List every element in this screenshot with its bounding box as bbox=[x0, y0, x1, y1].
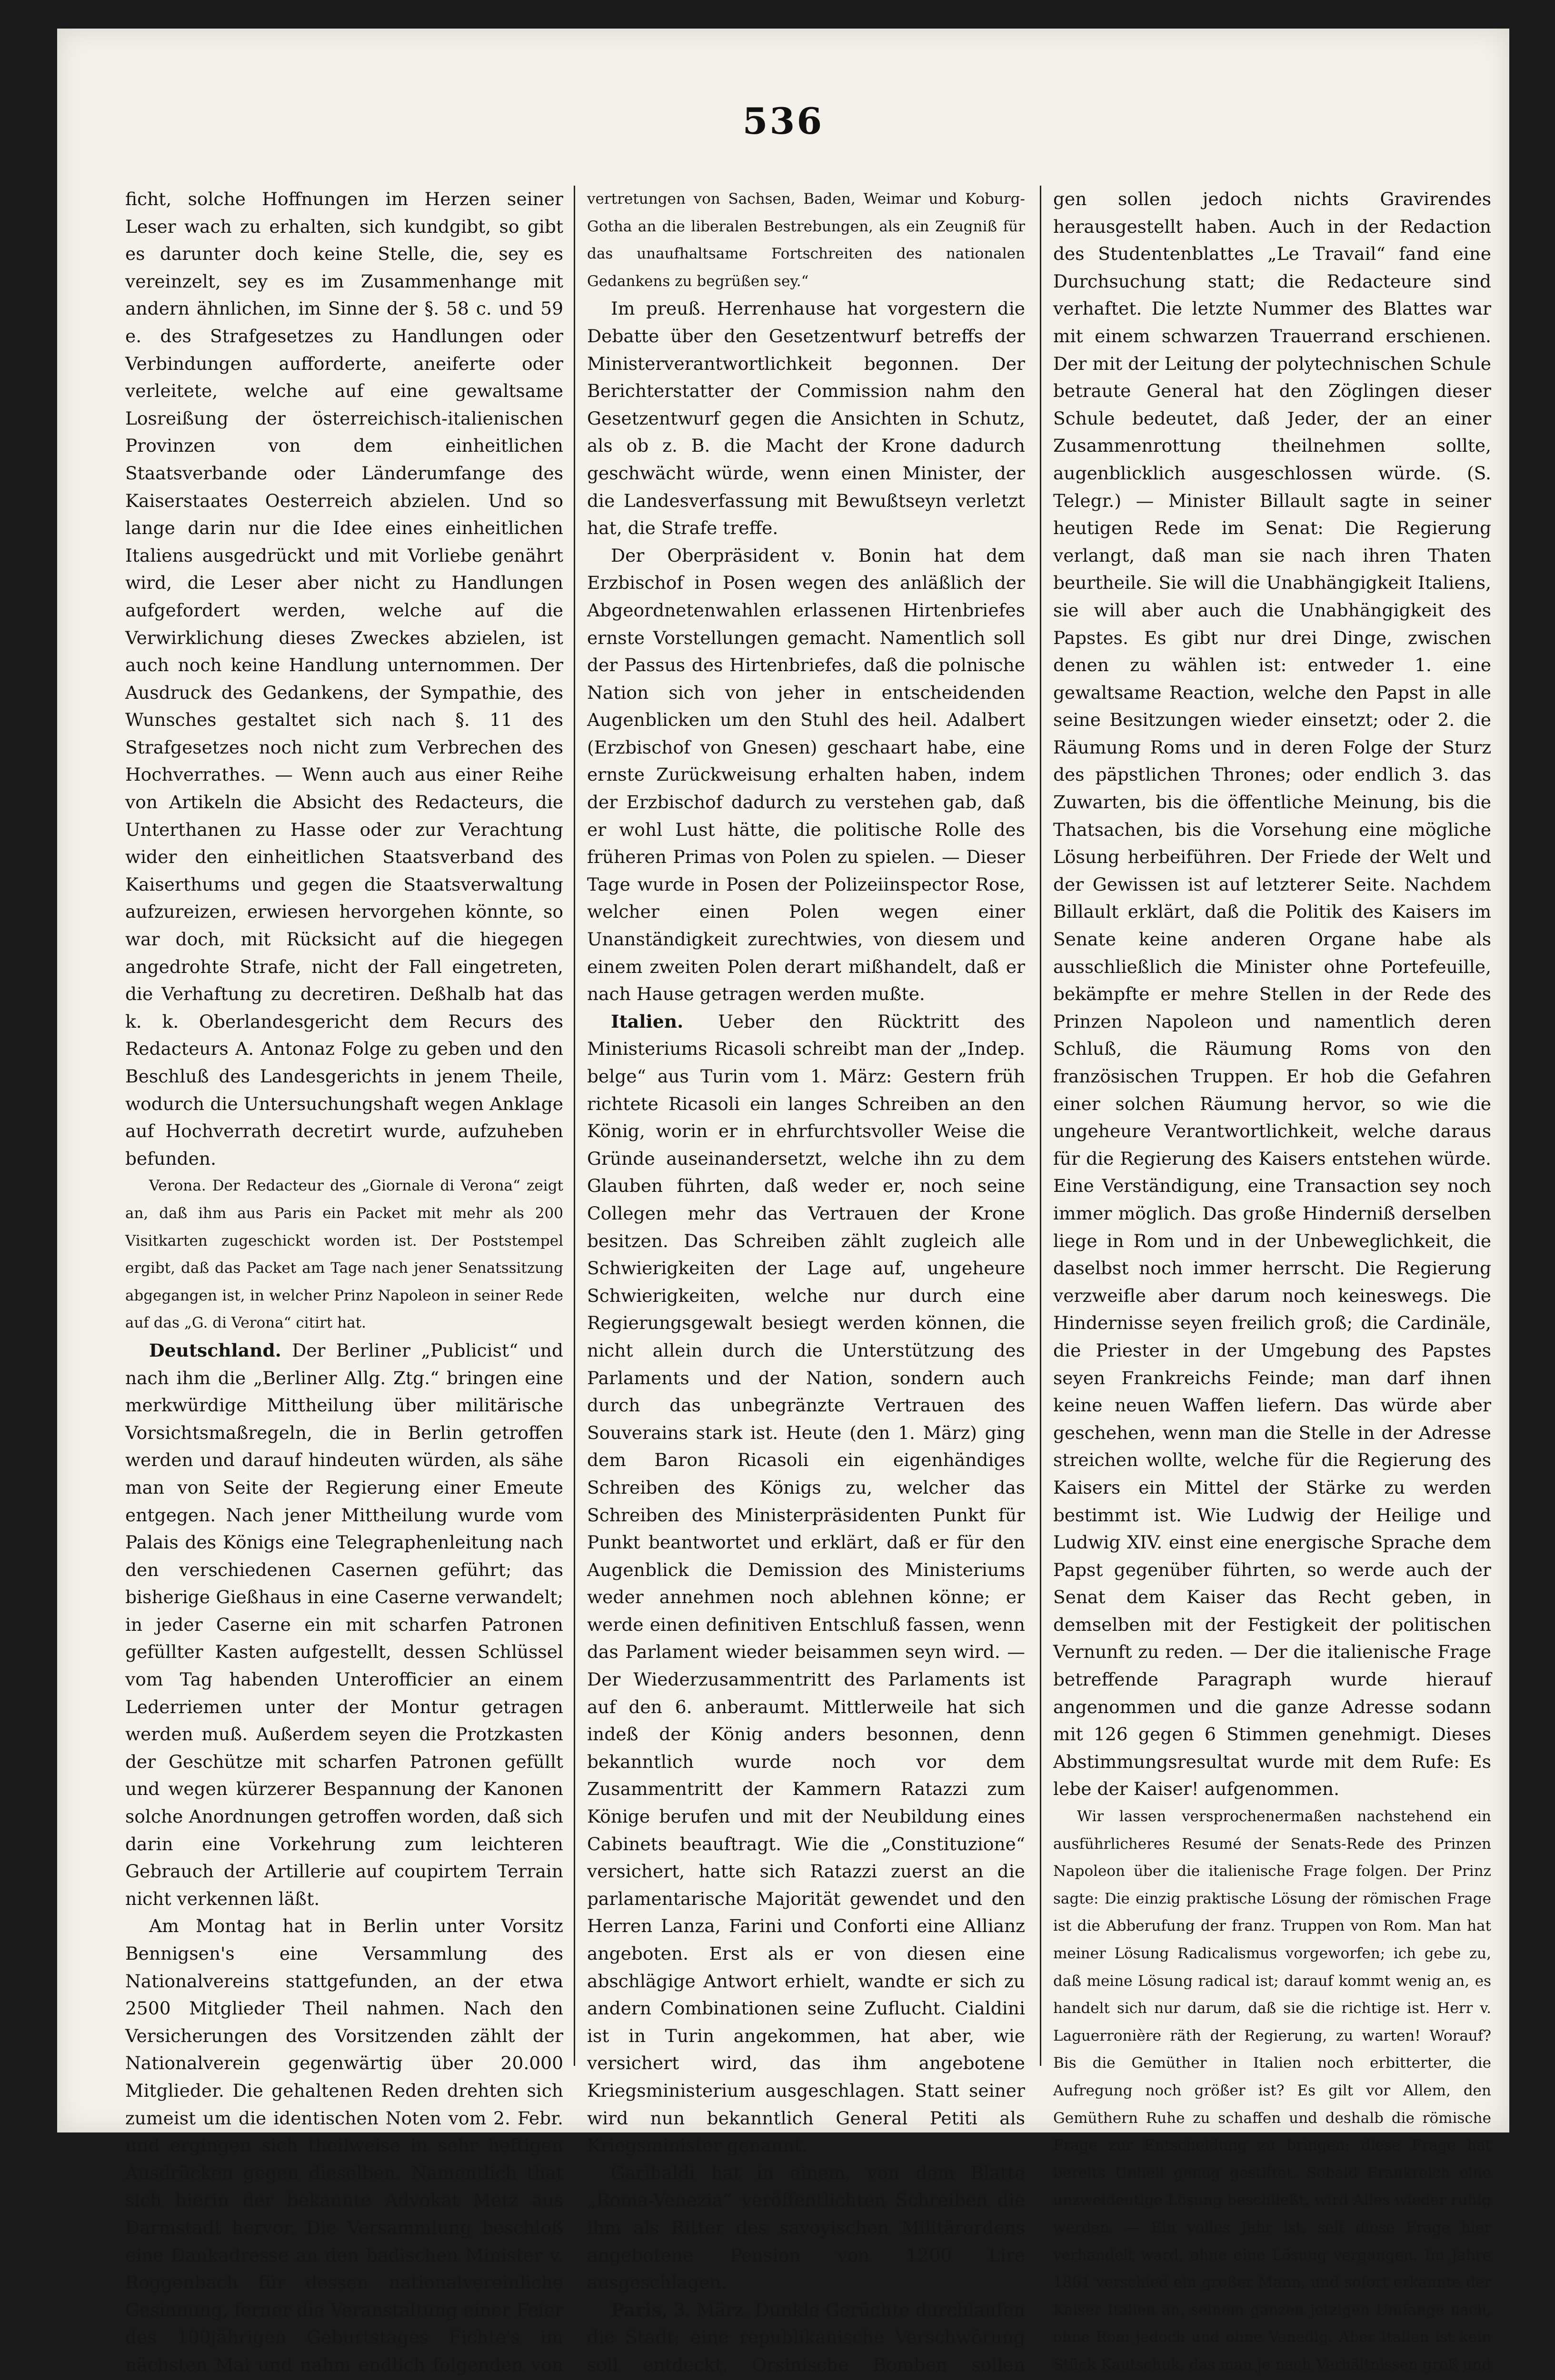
paragraph-text: Im preuß. Herrenhause hat vorgestern die Debatte über den Gesetzentwurf betreffs der Ministerverantwortlichkeit begonnen. Der Berichterstatter der Commission nahm den Gesetzentwurf gegen die Ansichten in Schutz, als ob z. B. die Macht der Krone dadurch geschwächt würde, wenn einen Minister, der die Landesverfassung mit Bewußtseyn verletzt hat, die Strafe treffe. bbox=[587, 298, 1025, 539]
section-heading: Paris, bbox=[611, 2299, 668, 2320]
paragraph-text: 3. März. Dunkle Gerüchte durchlaufen die Stadt; eine republikanische Verschwörung soll entdeckt, Orsinische Bomben sollen bbox=[587, 2299, 1025, 2375]
column-divider bbox=[1040, 186, 1041, 2066]
section-heading: Deutschland. bbox=[149, 1339, 281, 1361]
article-paragraph bbox=[587, 186, 1025, 295]
article-paragraph bbox=[1053, 1803, 1491, 2380]
paragraph-text: gen sollen jedoch nichts Gravirendes herausgestellt haben. Auch in der Redaction des Studentenblattes „Le Travail“ fand eine Durchsuchung statt; die Redacteure sind verhaftet. Die letzte Nummer des Blattes war mit einem schwarzen Trauerrand erschienen. Der mit der Leitung der polytechnischen Schule betraute General hat den Zöglingen dieser Schule bedeutet, daß Jeder, der an einer Zusammenrottung theilnehmen sollte, augenblicklich ausgeschlossen würde. (S. Telegr.) — Minister Billault sagte in seiner heutigen Rede im Senat: Die Regierung verlangt, daß man sie nach ihren Thaten beurtheile. Sie will die Unabhängigkeit Italiens, sie will aber auch die Unabhängigkeit des Papstes. Es gibt nur drei Dinge, zwischen denen zu wählen ist: entweder 1. eine gewaltsame Reaction, welche den Papst in alle seine Besitzungen wieder einsetzt; oder 2. die Räumung Roms und in deren Folge der Sturz des päpstlichen Thrones; oder endlich 3. das Zuwarten, bis die öffentliche Meinung, bis die Thatsachen, bis die Vorsehung eine mögliche Lösung herbeiführen. Der Friede der Welt und der Gewissen ist auf letzterer Seite. Nachdem Billault erklärt, daß die Politik des Kaisers im Senate keine anderen Organe habe als ausschließlich die Minister ohne Portefeuille, bekämpfte er mehre Stellen in der Rede des Prinzen Napoleon und namentlich deren Schluß, die Räumung Roms von den französischen Truppen. Er hob die Gefahren einer solchen Räumung hervor, so wie die ungeheure Verantwortlichkeit, welche daraus für die Regierung des Kaisers entstehen würde. Eine Verständigung, eine Transaction sey noch immer möglich. Das große Hinderniß derselben liege in Rom und in der Unbeweglichkeit, die daselbst noch immer herrscht. Die Regierung verzweifle aber darum noch keineswegs. Die Hindernisse seyen freilich groß; die Cardinäle, die Priester in der Umgebung des Papstes seyen Frankreichs Feinde; man darf ihnen keine neuen Waffen liefern. Das würde aber geschehen, wenn man die Stelle in der Adresse streichen wollte, welche für die Regierung des Kaisers ein Mittel der Stärke zu werden bestimmt ist. Wie Ludwig der Heilige und Ludwig XIV. einst eine energische Sprache dem Papst gegenüber führten, so werde auch der Senat dem Kaiser das Recht geben, in demselben mit der Festigkeit der politischen Vernunft zu reden. — Der die italienische Frage betreffende Paragraph wurde hierauf angenommen und die ganze Adresse sodann mit 126 gegen 6 Stimmen genehmigt. Dieses Abstimmungsresultat wurde mit dem Rufe: Es lebe der Kaiser! aufgenommen. bbox=[1053, 188, 1491, 1800]
article-paragraph bbox=[125, 186, 563, 1172]
article-paragraph bbox=[587, 295, 1025, 542]
paragraph-text: Ueber den Rücktritt des Ministeriums Ricasoli schreibt man der „Indep. belge“ aus Turin vom 1. März: Gestern früh richtete Ricasoli ein langes Schreiben an den König, worin er in ehrfurchtsvoller Weise die Gründe auseinandersetzt, welche ihn zu dem Glauben führten, daß weder er, noch seine Collegen mehr das Vertrauen der Krone besitzen. Das Schreiben zählt zugleich alle Schwierigkeiten der Lage auf, ungeheure Schwierigkeiten, welche nur durch eine Regierungsgewalt besiegt werden können, die nicht allein durch die Unterstützung des Parlaments und der Nation, sondern auch durch das unbegränzte Vertrauen des Souverains stark ist. Heute (den 1. März) ging dem Baron Ricasoli ein eigenhändiges Schreiben des Königs zu, welcher das Schreiben des Ministerpräsidenten Punkt für Punkt beantwortet und erklärt, daß er für den Augenblick die Demission des Ministeriums weder annehmen noch ablehnen könne; er werde einen definitiven Entschluß fassen, wenn das Parlament wieder beisammen seyn wird. — Der Wiederzusammentritt des Parlaments ist auf den 6. anberaumt. Mittlerweile hat sich indeß der König anders besonnen, denn bekanntlich wurde noch vor dem Zusammentritt der Kammern Ratazzi zum Könige berufen und mit der Neubildung eines Cabinets beauftragt. Wie die „Constituzione“ versichert, hatte sich Ratazzi zuerst an die parlamentarische Majorität gewendet und den Herren Lanza, Farini und Conforti eine Allianz angeboten. Erst als er von diesen eine abschlägige Antwort erhielt, wandte er sich zu andern Combinationen seine Zuflucht. Cialdini ist in Turin angekommen, hat aber, wie versichert wird, das ihm angebotene Kriegsministerium ausgeschlagen. Statt seiner wird nun bekanntlich General Petiti als Kriegsminister genannt. bbox=[587, 1011, 1025, 2156]
column-divider bbox=[574, 186, 575, 2066]
text-column-3 bbox=[1053, 186, 1491, 2373]
article-paragraph bbox=[587, 2297, 1025, 2380]
paragraph-text: Wir lassen versprochenermaßen nachstehend ein ausführlicheres Resumé der Senats-Rede des Prinzen Napoleon über die italienische Frage folgen. Der Prinz sagte: Die einzig praktische Lösung der römischen Frage ist die Abberufung der franz. Truppen von Rom. Man hat meiner Lösung Radicalismus vorgeworfen; ich gebe zu, daß meine Lösung radical ist; darauf kommt wenig an, es handelt sich nur darum, daß sie die richtige ist. Herr v. Laguerronière räth der Regierung, zu warten! Worauf? Bis die Gemüther in Italien noch erbitterter, die Aufregung noch größer ist? Es gilt vor Allem, den Gemüthern Ruhe zu schaffen und deshalb die römische Frage zur Entscheidung zu bringen; diese Frage hat bereits Unheil genug gestiftet. Sobald Frankreich eine unzweideutige Lösung beschließt, wird Alles wieder ruhig werden. — Ein volles Jahr ist, seit diese Frage hier verhandelt ward, ohne eine Lösung vergangen. Im Jahre 1861 verschied ein großer Mann, und sofort erkannte der Kaiser Italien an, seinem ganzen jetzigen Umfange nach, ohne Rom jedoch und ohne Venedig. Aber Italien ist kein Stück Kautschuk, das man je nach Verhältnissen groß und bbox=[1053, 1808, 1491, 2373]
page-number: 536 bbox=[742, 100, 824, 142]
article-paragraph bbox=[587, 1008, 1025, 2160]
paragraph-text: ficht, solche Hoffnungen im Herzen seiner Leser wach zu erhalten, sich kundgibt, so gibt es darunter doch keine Stelle, die, sey es vereinzelt, sey es im Zusammenhange mit andern ähnlichen, im Sinne der §. 58 c. und 59 e. des Strafgesetzes zu Handlungen oder Verbindungen aufforderte, aneiferte oder verleitete, welche auf eine gewaltsame Losreißung der österreichisch-italienischen Provinzen von dem einheitlichen Staatsverbande oder Länderumfange des Kaiserstaates Oesterreich abzielen. Und so lange darin nur die Idee eines einheitlichen Italiens ausgedrückt und mit Vorliebe genährt wird, die Leser aber nicht zu Handlungen aufgefordert werden, welche auf die Verwirklichung dieses Zweckes abzielen, ist auch noch keine Handlung unternommen. Der Ausdruck des Gedankens, der Sympathie, des Wunsches gestaltet sich nach §. 11 des Strafgesetzes noch nicht zum Verbrechen des Hochverrathes. — Wenn auch aus einer Reihe von Artikeln die Absicht des Redacteurs, die Unterthanen zu Hasse oder zur Verachtung wider den einheitlichen Staatsverband des Kaiserthums und gegen die Staatsverwaltung aufzureizen, erwiesen hervorgehen könnte, so war doch, mit Rücksicht auf die hiegegen angedrohte Strafe, nicht der Fall eingetreten, die Verhaftung zu decretiren. Deßhalb hat das k. k. Oberlandesgericht dem Recurs des Redacteurs A. Antonaz Folge zu geben und den Beschluß des Landesgerichts in jenem Theile, wodurch die Untersuchungshaft wegen Anklage auf Hochverrath decretirt wurde, aufzuheben befunden. bbox=[125, 188, 563, 1169]
paragraph-text: vertretungen von Sachsen, Baden, Weimar und Koburg-Gotha an die liberalen Bestrebungen, als ein Zeugniß für das unaufhaltsame Fortschreiten des nationalen Gedankens zu begrüßen sey.“ bbox=[587, 190, 1025, 290]
article-paragraph bbox=[1053, 186, 1491, 1803]
text-column-1 bbox=[125, 186, 563, 2375]
paragraph-text: Der Berliner „Publicist“ und nach ihm die „Berliner Allg. Ztg.“ bringen eine merkwürdige Mittheilung über militärische Vorsichtsmaßregeln, die in Berlin getroffen werden und darauf hindeuten würden, als sähe man von Seite der Regierung einer Emeute entgegen. Nach jener Mittheilung wurde vom Palais des Königs eine Telegraphenleitung nach den verschiedenen Casernen geführt; das bisherige Gießhaus in eine Caserne verwandelt; in jeder Caserne ein mit scharfen Patronen gefüllter Kasten aufgestellt, dessen Schlüssel vom Tag habenden Unterofficier an einem Lederriemen unter der Montur getragen werden muß. Außerdem seyen die Protzkasten der Geschütze mit scharfen Patronen gefüllt und wegen kürzerer Bespannung der Kanonen solche Anordnungen getroffen worden, daß sich darin eine Vorkehrung zum leichteren Gebrauch der Artillerie auf coupirtem Terrain nicht verkennen läßt. bbox=[125, 1339, 563, 1909]
article-paragraph bbox=[587, 2160, 1025, 2297]
article-paragraph bbox=[125, 1913, 563, 2380]
newspaper-page bbox=[57, 29, 1509, 2375]
paragraph-text: Garibaldi hat in einem, von dem Blatte „Roma-Venezia“ veröffentlichten Schreiben die ihm als Ritter des savoyischen Militärordens angebotene Pension von 1200 Lire ausgeschlagen. bbox=[587, 2162, 1025, 2293]
paragraph-text: Am Montag hat in Berlin unter Vorsitz Bennigsen's eine Versammlung des Nationalvereins stattgefunden, an der etwa 2500 Mitglieder Theil nahmen. Nach den Versicherungen des Vorsitzenden zählt der Nationalverein gegenwärtig über 20.000 Mitglieder. Die gehaltenen Reden drehten sich zumeist um die identischen Noten vom 2. Febr. und ergingen sich theilweise in sehr heftigen Ausdrücken gegen dieselben. Namentlich that sich hierin der bekannte Advokat Metz aus Darmstadt hervor. Die Versammlung beschloß eine Dankadresse an den badischen Minister v. Roggenbach für dessen nationalvereinliche Gesinnung, ferner die Veranstaltung einer Feier des 100jährigen Geburtstages Fichte's im nächsten Mai und nahm endlich folgenden von bbox=[125, 1915, 563, 2375]
article-paragraph bbox=[587, 542, 1025, 1008]
paragraph-text: Verona. Der Redacteur des „Giornale di Verona“ zeigt an, daß ihm aus Paris ein Packet mit mehr als 200 Visitkarten zugeschickt worden ist. Der Poststempel ergibt, daß das Packet am Tage nach jener Senatssitzung abgegangen ist, in welcher Prinz Napoleon in seiner Rede auf das „G. di Verona“ citirt hat. bbox=[125, 1177, 563, 1332]
text-column-2 bbox=[587, 186, 1025, 2375]
article-paragraph bbox=[125, 1337, 563, 1913]
section-heading: Italien. bbox=[611, 1011, 684, 1032]
article-paragraph bbox=[125, 1172, 563, 1337]
paragraph-text: Der Oberpräsident v. Bonin hat dem Erzbischof in Posen wegen des anläßlich der Abgeordnetenwahlen erlassenen Hirtenbriefes ernste Vorstellungen gemacht. Namentlich soll der Passus des Hirtenbriefes, daß die polnische Nation sich von jeher in entscheidenden Augenblicken um den Stuhl des heil. Adalbert (Erzbischof von Gnesen) geschaart habe, eine ernste Zurückweisung erhalten haben, indem der Erzbischof dadurch zu verstehen gab, daß er wohl Lust hätte, die politische Rolle des früheren Primas von Polen zu spielen. — Dieser Tage wurde in Posen der Polizeiinspector Rose, welcher einen Polen wegen einer Unanständigkeit zurechtwies, von diesem und einem zweiten Polen derart mißhandelt, daß er nach Hause getragen werden mußte. bbox=[587, 545, 1025, 1005]
